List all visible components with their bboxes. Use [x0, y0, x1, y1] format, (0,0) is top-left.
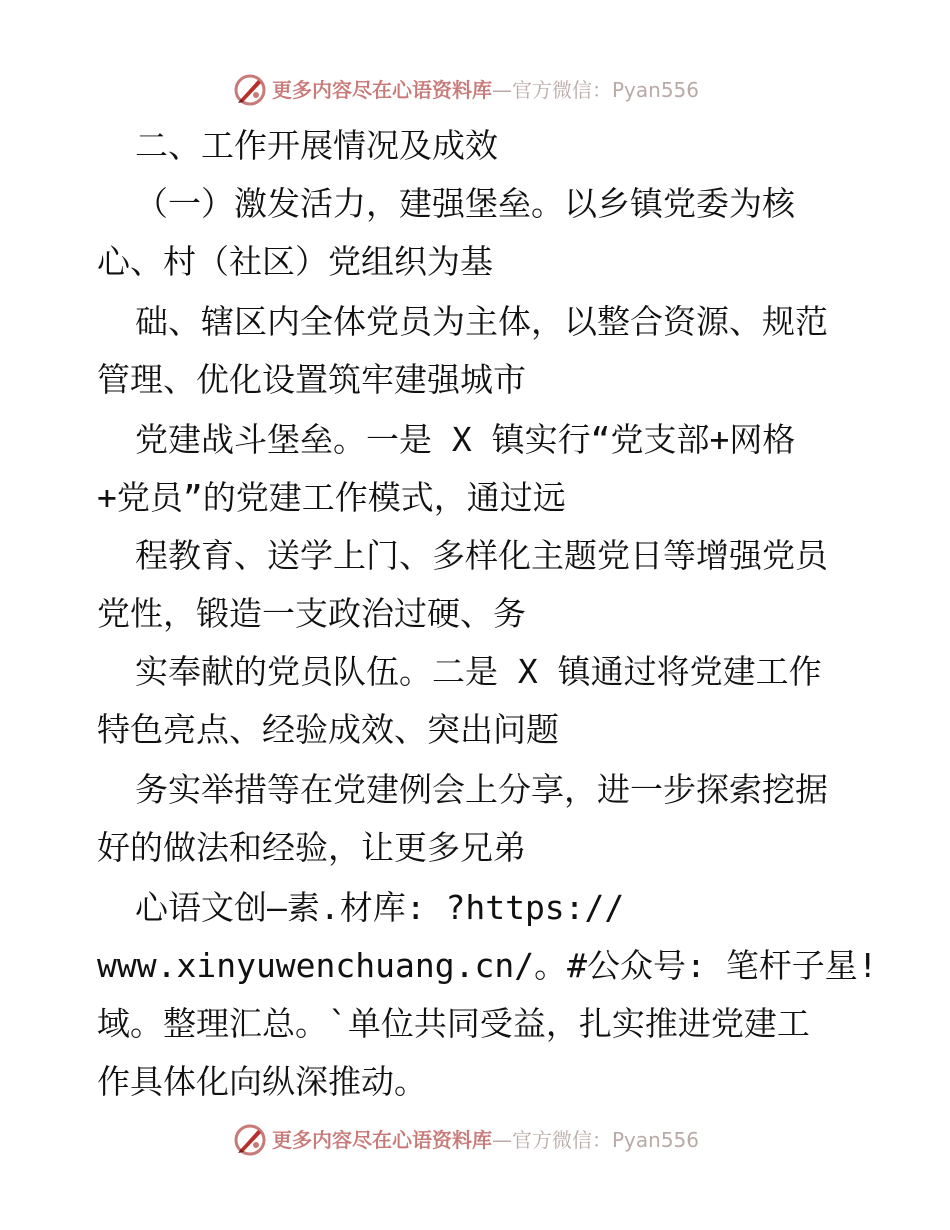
paragraph-line: 好的做法和经验，让更多兄弟	[97, 828, 526, 867]
watermark-main-text: 更多内容尽在心语资料库	[272, 1128, 492, 1152]
paragraph-line: www.xinyuwenchuang.cn/。#公众号: 笔杆子星!	[97, 946, 878, 985]
paragraph-line: 实奉献的党员队伍。二是 X 镇通过将党建工作	[135, 652, 822, 691]
brush-pen-logo-icon	[232, 72, 268, 108]
paragraph-line: +党员”的党建工作模式，通过远	[97, 478, 566, 517]
footer-watermark-banner	[0, 1118, 950, 1162]
watermark-main-text: 更多内容尽在心语资料库	[272, 78, 492, 102]
watermark-sub-text: —官方微信：Pyan556	[492, 78, 700, 102]
paragraph-line: 程教育、送学上门、多样化主题党日等增强党员	[135, 536, 828, 575]
paragraph-line: 础、辖区内全体党员为主体，以整合资源、规范	[135, 302, 828, 341]
paragraph-line: 党性，锻造一支政治过硬、务	[97, 594, 526, 633]
watermark-text	[272, 78, 699, 102]
section-heading: 二、工作开展情况及成效	[135, 126, 498, 165]
paragraph-line: 心、村（社区）党组织为基	[97, 242, 493, 281]
paragraph-line: 特色亮点、经验成效、突出问题	[97, 710, 559, 749]
paragraph-line: 域。整理汇总。`单位共同受益，扎实推进党建工	[97, 1004, 810, 1043]
paragraph-line: 管理、优化设置筑牢建强城市	[97, 360, 526, 399]
paragraph-line: 务实举措等在党建例会上分享，进一步探索挖据	[135, 770, 828, 809]
brush-pen-logo-icon	[232, 1122, 268, 1158]
paragraph-line: 作具体化向纵深推动。	[97, 1062, 427, 1101]
watermark-sub-text: —官方微信：Pyan556	[492, 1128, 700, 1152]
watermark-text	[272, 1128, 699, 1152]
paragraph-line: 党建战斗堡垒。一是 X 镇实行“党支部+网格	[135, 420, 796, 459]
header-watermark-banner	[0, 68, 950, 112]
paragraph-line: （一）激发活力，建强堡垒。以乡镇党委为核	[135, 184, 795, 223]
paragraph-line: 心语文创—素.材库: ?https://	[135, 888, 625, 927]
